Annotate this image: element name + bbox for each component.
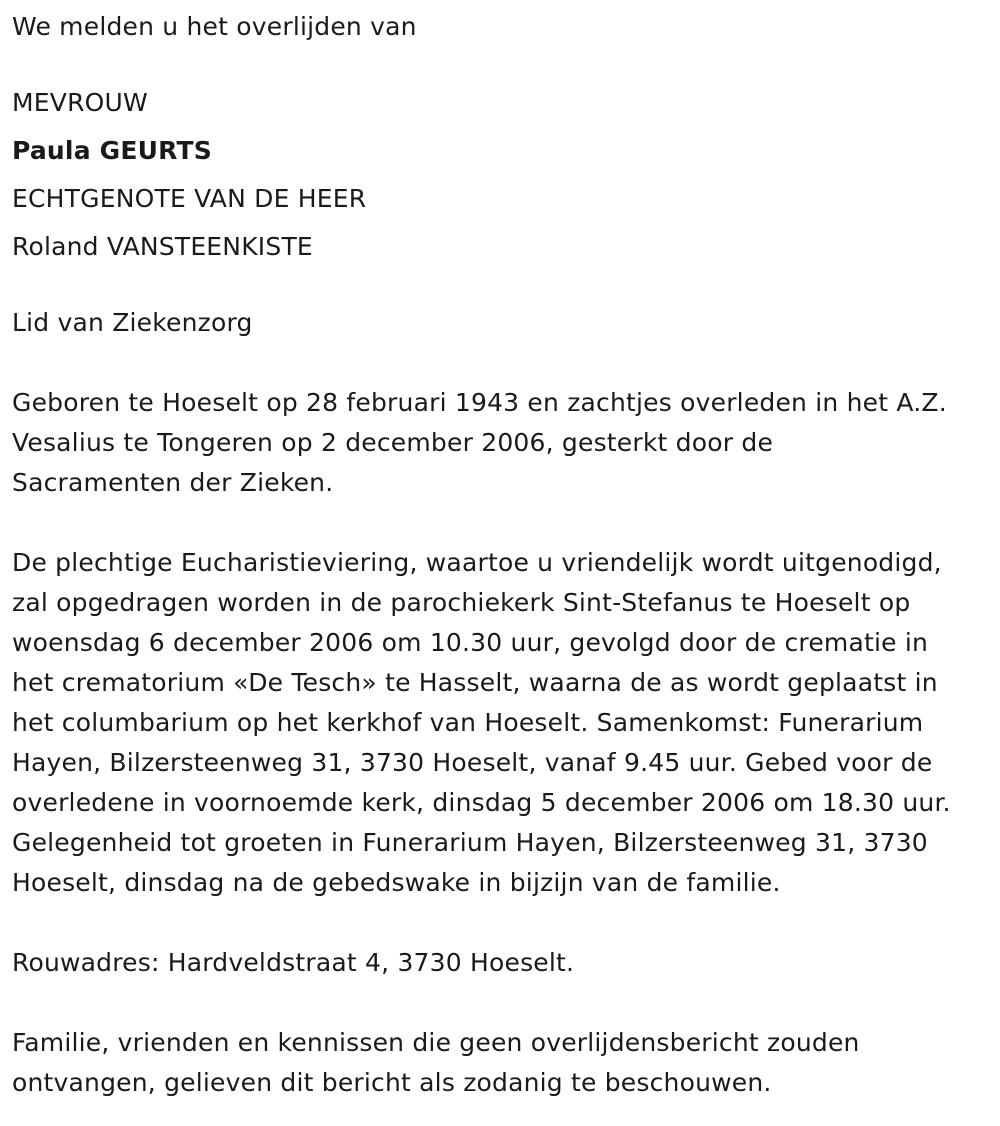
ceremony-line: De plechtige Eucharistieviering, waartoe u vriendelijk wordt uitgenodigd, <box>12 548 942 577</box>
spacer <box>12 271 990 303</box>
ceremony-line: Hoeselt, dinsdag na de gebedswake in bijzijn van de familie. <box>12 868 781 897</box>
intro-text: We melden u het overlijden van <box>12 12 417 41</box>
mourning-address: Rouwadres: Hardveldstraat 4, 3730 Hoeselt. <box>12 948 575 977</box>
spacer <box>12 47 990 79</box>
ceremony-line: het crematorium «De Tesch» te Hasselt, waarna de as wordt geplaatst in <box>12 668 938 697</box>
spacer <box>12 903 990 943</box>
birth-line: Vesalius te Tongeren op 2 december 2006, gesterkt door de <box>12 428 774 457</box>
ceremony-line: Hayen, Bilzersteenweg 31, 3730 Hoeselt, vanaf 9.45 uur. Gebed voor de <box>12 748 933 777</box>
deceased-title: MEVROUW <box>12 88 148 117</box>
ceremony-line: zal opgedragen worden in de parochiekerk Sint-Stefanus te Hoeselt op <box>12 588 911 617</box>
birth-line: Sacramenten der Zieken. <box>12 468 334 497</box>
spacer <box>12 503 990 543</box>
closing-line: Familie, vrienden en kennissen die geen overlijdensbericht zouden <box>12 1028 860 1057</box>
ceremony-line: woensdag 6 december 2006 om 10.30 uur, gevolgd door de crematie in <box>12 628 929 657</box>
spouse-name: Roland VANSTEENKISTE <box>12 232 313 261</box>
deceased-name: Paula GEURTS <box>12 136 212 165</box>
deceased-block <box>12 79 990 271</box>
spacer <box>12 983 990 1023</box>
closing-line: ontvangen, gelieven dit bericht als zodanig te beschouwen. <box>12 1068 772 1097</box>
membership-text: Lid van Ziekenzorg <box>12 308 253 337</box>
ceremony-line: overledene in voornoemde kerk, dinsdag 5 december 2006 om 18.30 uur. <box>12 788 951 817</box>
ceremony-paragraph <box>12 543 990 903</box>
birth-paragraph <box>12 383 990 503</box>
spacer <box>12 343 990 383</box>
spouse-label: ECHTGENOTE VAN DE HEER <box>12 184 367 213</box>
birth-line: Geboren te Hoeselt op 28 februari 1943 en zachtjes overleden in het A.Z. <box>12 388 947 417</box>
ceremony-line: Gelegenheid tot groeten in Funerarium Hayen, Bilzersteenweg 31, 3730 <box>12 828 928 857</box>
closing-paragraph <box>12 1023 990 1103</box>
ceremony-line: het columbarium op het kerkhof van Hoeselt. Samenkomst: Funerarium <box>12 708 924 737</box>
